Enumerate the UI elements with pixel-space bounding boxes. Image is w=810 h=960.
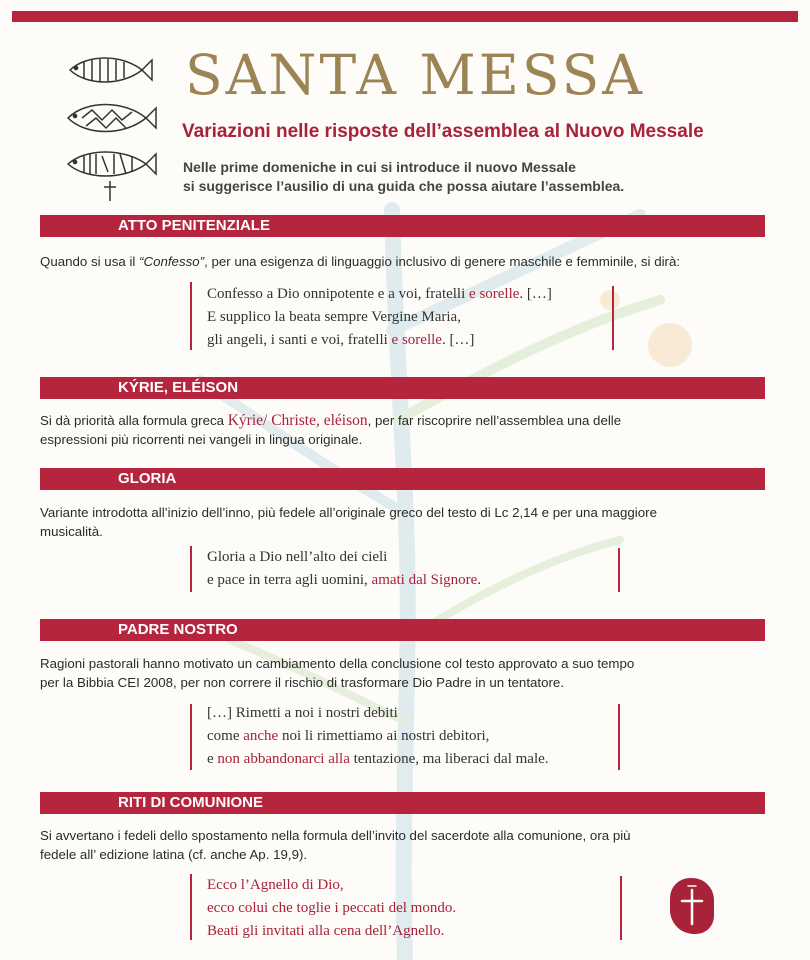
quote-bar-left — [190, 874, 192, 940]
text-line: per la Bibbia CEI 2008, per non correre il rischio di trasformare Dio Padre in un tentatore. — [40, 675, 565, 690]
section-text — [40, 252, 765, 271]
text-run: noi li rimettiamo ai nostri debitori, — [278, 728, 490, 744]
text-run: . — [477, 572, 482, 588]
quote-line — [207, 329, 552, 352]
quote-block — [207, 283, 552, 352]
text-run: . […] — [441, 332, 475, 348]
text-run: e pace in terra agli uomini, — [207, 572, 372, 588]
quote-line — [207, 569, 481, 592]
text-run: , per far riscoprire nell’assemblea una delle — [367, 413, 622, 428]
quote-line — [207, 283, 552, 306]
section-heading: RITI DI COMUNIONE — [118, 794, 263, 811]
section-heading: GLORIA — [118, 470, 177, 487]
intro-line: si suggerisce l’ausilio di una guida che possa aiutare l’assemblea. — [183, 178, 625, 194]
text-emphasis: “Confesso” — [139, 254, 205, 269]
text-line — [40, 411, 765, 430]
intro-line: Nelle prime domeniche in cui si introduce il nuovo Messale — [183, 159, 576, 175]
section-text — [40, 503, 765, 541]
section-header-riti-di-comunione — [40, 792, 765, 814]
quote-block — [207, 874, 456, 943]
quote-bar-right — [612, 286, 614, 350]
section-header-kyrie — [40, 377, 765, 399]
highlight-text: amati dal Signore — [371, 572, 478, 588]
text-line: Si avvertano i fedeli dello spostamento nella formula dell’invito del sacerdote alla comunione, ora più — [40, 828, 631, 843]
highlight-text: anche — [243, 728, 279, 744]
quote-line: E supplico la beata sempre Vergine Maria, — [207, 309, 461, 325]
text-run: Si dà priorità alla formula greca — [40, 413, 228, 428]
cross-stamp-icon — [670, 878, 714, 934]
section-heading: ATTO PENITENZIALE — [118, 217, 270, 234]
text-run: . […] — [519, 286, 552, 302]
quote-block — [207, 546, 481, 592]
quote-bar-right — [618, 704, 620, 770]
quote-bar-left — [190, 546, 192, 592]
cross-icon — [102, 180, 118, 207]
section-text — [40, 654, 765, 692]
quote-block — [207, 702, 549, 771]
section-heading: KÝRIE, ELÉISON — [118, 379, 239, 396]
text-run: Quando si usa il — [40, 254, 140, 269]
quote-bar-right — [618, 548, 620, 592]
quote-line: Ecco l’Agnello di Dio, — [207, 877, 344, 893]
text-line: espressioni più ricorrenti nei vangeli in lingua originale. — [40, 432, 363, 447]
section-header-gloria — [40, 468, 765, 490]
page-subtitle: Variazioni nelle risposte dell’assemblea al Nuovo Messale — [182, 121, 704, 142]
quote-bar-left — [190, 704, 192, 770]
section-header-atto-penitenziale — [40, 215, 765, 237]
text-run: Confesso a Dio onnipotente e a voi, fratelli — [207, 286, 470, 302]
highlight-text: Kýrie/ Christe, eléison — [227, 412, 368, 429]
text-run: tentazione, ma liberaci dal male. — [349, 751, 549, 767]
quote-bar-right — [620, 876, 622, 940]
section-header-padre-nostro — [40, 619, 765, 641]
quote-line: Beati gli invitati alla cena dell’Agnello. — [207, 923, 445, 939]
intro-text — [183, 158, 624, 196]
text-line: Variante introdotta all’inizio dell’inno, più fedele all’originale greco del testo di Lc 2,14 e per una maggiore — [40, 505, 657, 520]
fish-icon — [62, 52, 154, 93]
text-line: fedele all’ edizione latina (cf. anche Ap. 19,9). — [40, 847, 308, 862]
quote-line: Gloria a Dio nell’alto dei cieli — [207, 549, 388, 565]
text-line: Ragioni pastorali hanno motivato un cambiamento della conclusione col testo approvato a suo tempo — [40, 656, 635, 671]
quote-line — [207, 725, 549, 748]
text-run: , per una esigenza di linguaggio inclusivo di genere maschile e femminile, si dirà: — [204, 254, 681, 269]
quote-bar-left — [190, 282, 192, 350]
top-accent-bar — [12, 11, 798, 22]
text-run: gli angeli, i santi e voi, fratelli — [207, 332, 392, 348]
section-text — [40, 411, 765, 449]
highlight-text: e sorelle — [469, 286, 520, 302]
page-title: SANTA MESSA — [185, 43, 645, 107]
highlight-text: non abbandonarci alla — [217, 751, 350, 767]
quote-line: ecco colui che toglie i peccati del mondo. — [207, 900, 457, 916]
quote-line: […] Rimetti a noi i nostri debiti — [207, 705, 398, 721]
highlight-text: e sorelle — [391, 332, 442, 348]
section-heading: PADRE NOSTRO — [118, 621, 238, 638]
section-text — [40, 826, 765, 864]
fish-icon — [62, 98, 158, 143]
text-run: e — [207, 751, 218, 767]
text-line: musicalità. — [40, 524, 103, 539]
quote-line — [207, 748, 549, 771]
text-run: come — [207, 728, 244, 744]
